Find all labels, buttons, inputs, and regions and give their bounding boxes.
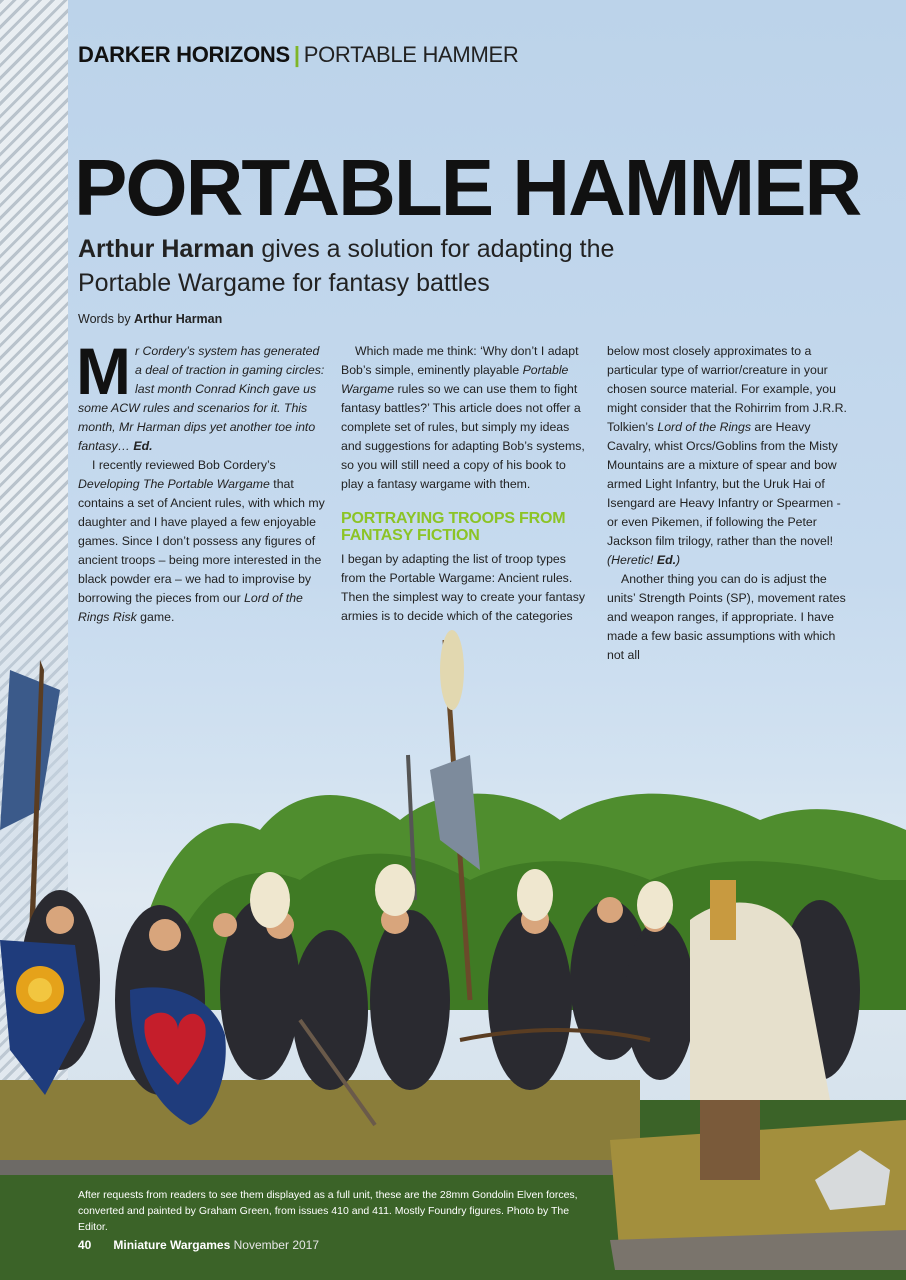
byline-author: Arthur Harman [134,312,223,326]
drop-cap: M [76,334,131,408]
page-title: PORTABLE HAMMER [74,143,861,232]
paragraph: I recently reviewed Bob Cordery’s Developing The Portable Wargame that contains a set of Ancient rules, with which my daughter and I have played a few enjoyable games. Since I don’t possess any figures of ancient troops – being more interested in the black powder era – we had to improvise by borrowing the pieces from our Lord of the Rings Risk game. [78,458,325,624]
intro-text: r Cordery’s system has generated a deal of traction in gaming circles: last month Conrad Kinch gave us some ACW rules and scenarios for it. This month, Mr Harman dips yet another toe into fantasy… [78,344,325,453]
standfirst-author: Arthur Harman [78,235,255,263]
paragraph: Another thing you can do is adjust the units’ Strength Points (SP), movement rates and weapon ranges, if appropriate. I have made a few basic assumptions with which not all [607,572,846,662]
standfirst-line1: gives a solution for adapting the [254,235,615,263]
byline-prefix: Words by [78,312,135,326]
section-name: DARKER HORIZONS [78,42,290,67]
miniatures-photo [0,580,906,1280]
miniatures-illustration [0,580,906,1280]
intro-paragraph [76,334,326,456]
paragraph: Which made me think: ‘Why don’t I adapt Bob’s simple, eminently playable Portable Wargame rules so we can use them to fight fantasy battles?’ This article does not offer a complete set of rules, but simply my ideas and suggestions for adapting Bob’s systems, so you will still need a copy of his book to play a fantasy wargame with them. [341,344,585,491]
magazine-name: Miniature Wargames [113,1238,231,1252]
subsection-name: PORTABLE HAMMER [303,42,519,67]
page-footer [78,1238,319,1252]
intro-ed: Ed. [133,439,153,453]
page-number: 40 [78,1238,92,1252]
byline [78,312,222,326]
standfirst-line2: Portable Wargame for fantasy battles [78,269,490,297]
paragraph: I began by adapting the list of troop types from the Portable Wargame: Ancient rules. Then the simplest way to create your fantasy armies is to decide which of the categories [341,552,586,623]
section-header [78,42,518,68]
standfirst [78,232,638,300]
photo-caption: After requests from readers to see them displayed as a full unit, these are the 28mm Gondolin Elven forces, converted and painted by Graham Green, from issues 410 and 411. Mostly Foundry figures. Photo by The Editor. [78,1189,578,1233]
section-separator: | [293,42,300,67]
subheading: PORTRAYING TROOPS FROM FANTASY FICTION [341,510,566,544]
paragraph: below most closely approximates to a particular type of warrior/creature in your chosen source material. For example, you might consider that the Rohirrim from J.R.R. Tolkien’s Lord of the Rings are Heavy Cavalry, whist Orcs/Goblins from the Misty Mountains are a mixture of spear and bow armed Light Infantry, but the Uruk Hai of Isengard are Heavy Infantry or Spearmen - or even Pikemen, if following the Peter Jackson film trilogy, rather than the novel! (Heretic! Ed.) [607,344,847,567]
issue-date: November 2017 [233,1238,320,1252]
